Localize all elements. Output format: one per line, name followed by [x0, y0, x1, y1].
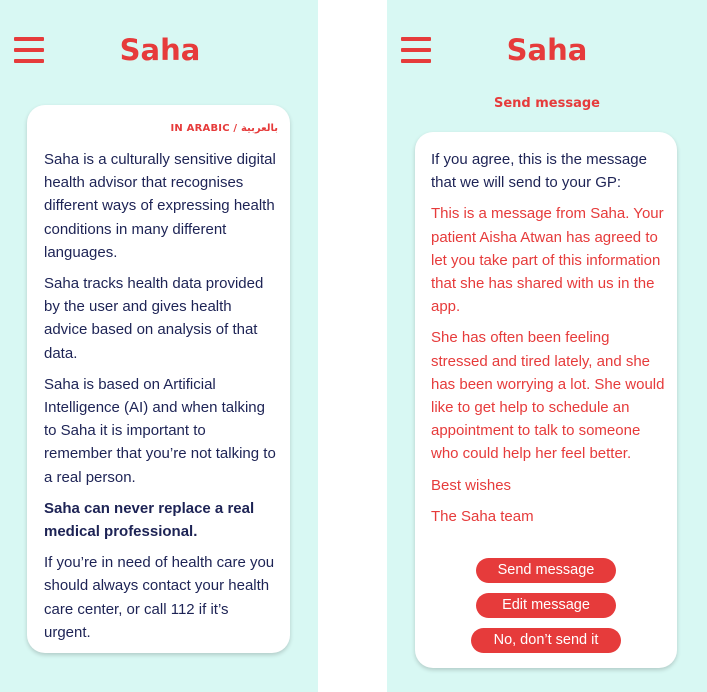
- app-title: Saha: [119, 33, 201, 67]
- action-buttons: [415, 558, 677, 653]
- message-signoff: Best wishes: [431, 476, 512, 494]
- message-signature: The Saha team: [431, 507, 534, 525]
- send-message-button[interactable]: Send message: [476, 558, 616, 583]
- about-screen: [0, 0, 318, 692]
- about-paragraph: Saha is based on Artificial Intelligence (AI) and when talking to Saha it is important to remember that you’re not talking to a real person.: [44, 375, 276, 486]
- hamburger-menu-icon[interactable]: [14, 37, 44, 63]
- language-toggle-link[interactable]: IN ARABIC / بالعربية: [170, 123, 278, 134]
- page-title: Send message: [494, 96, 600, 111]
- disclaimer-text: Saha can never replace a real medical professional.: [44, 499, 255, 541]
- about-paragraph: Saha is a culturally sensitive digital health advisor that recognises different ways of expressing health conditions in many different languages.: [44, 151, 276, 261]
- send-message-screen: [387, 0, 707, 692]
- dont-send-button[interactable]: No, don’t send it: [471, 628, 621, 653]
- emergency-info-text: If you’re in need of health care you should always contact your health care center, or call 112 if it’s urgent.: [44, 554, 275, 641]
- message-paragraph: She has often been feeling stressed and tired lately, and she has been worrying a lot. She would like to get help to schedule an appointment to talk to someone who could help her feel better.: [431, 329, 665, 463]
- about-paragraph: Saha tracks health data provided by the user and gives health advice based on analysis of that data.: [44, 275, 264, 362]
- about-card: [27, 105, 290, 653]
- message-preview-card: [415, 132, 677, 668]
- edit-message-button[interactable]: Edit message: [476, 593, 616, 618]
- message-intro-text: If you agree, this is the message that we will send to your GP:: [431, 151, 647, 192]
- app-title: Saha: [506, 33, 588, 67]
- hamburger-menu-icon[interactable]: [401, 37, 431, 63]
- message-paragraph: This is a message from Saha. Your patient Aisha Atwan has agreed to let you take part of this information that she has shared with us in the app.: [431, 205, 664, 316]
